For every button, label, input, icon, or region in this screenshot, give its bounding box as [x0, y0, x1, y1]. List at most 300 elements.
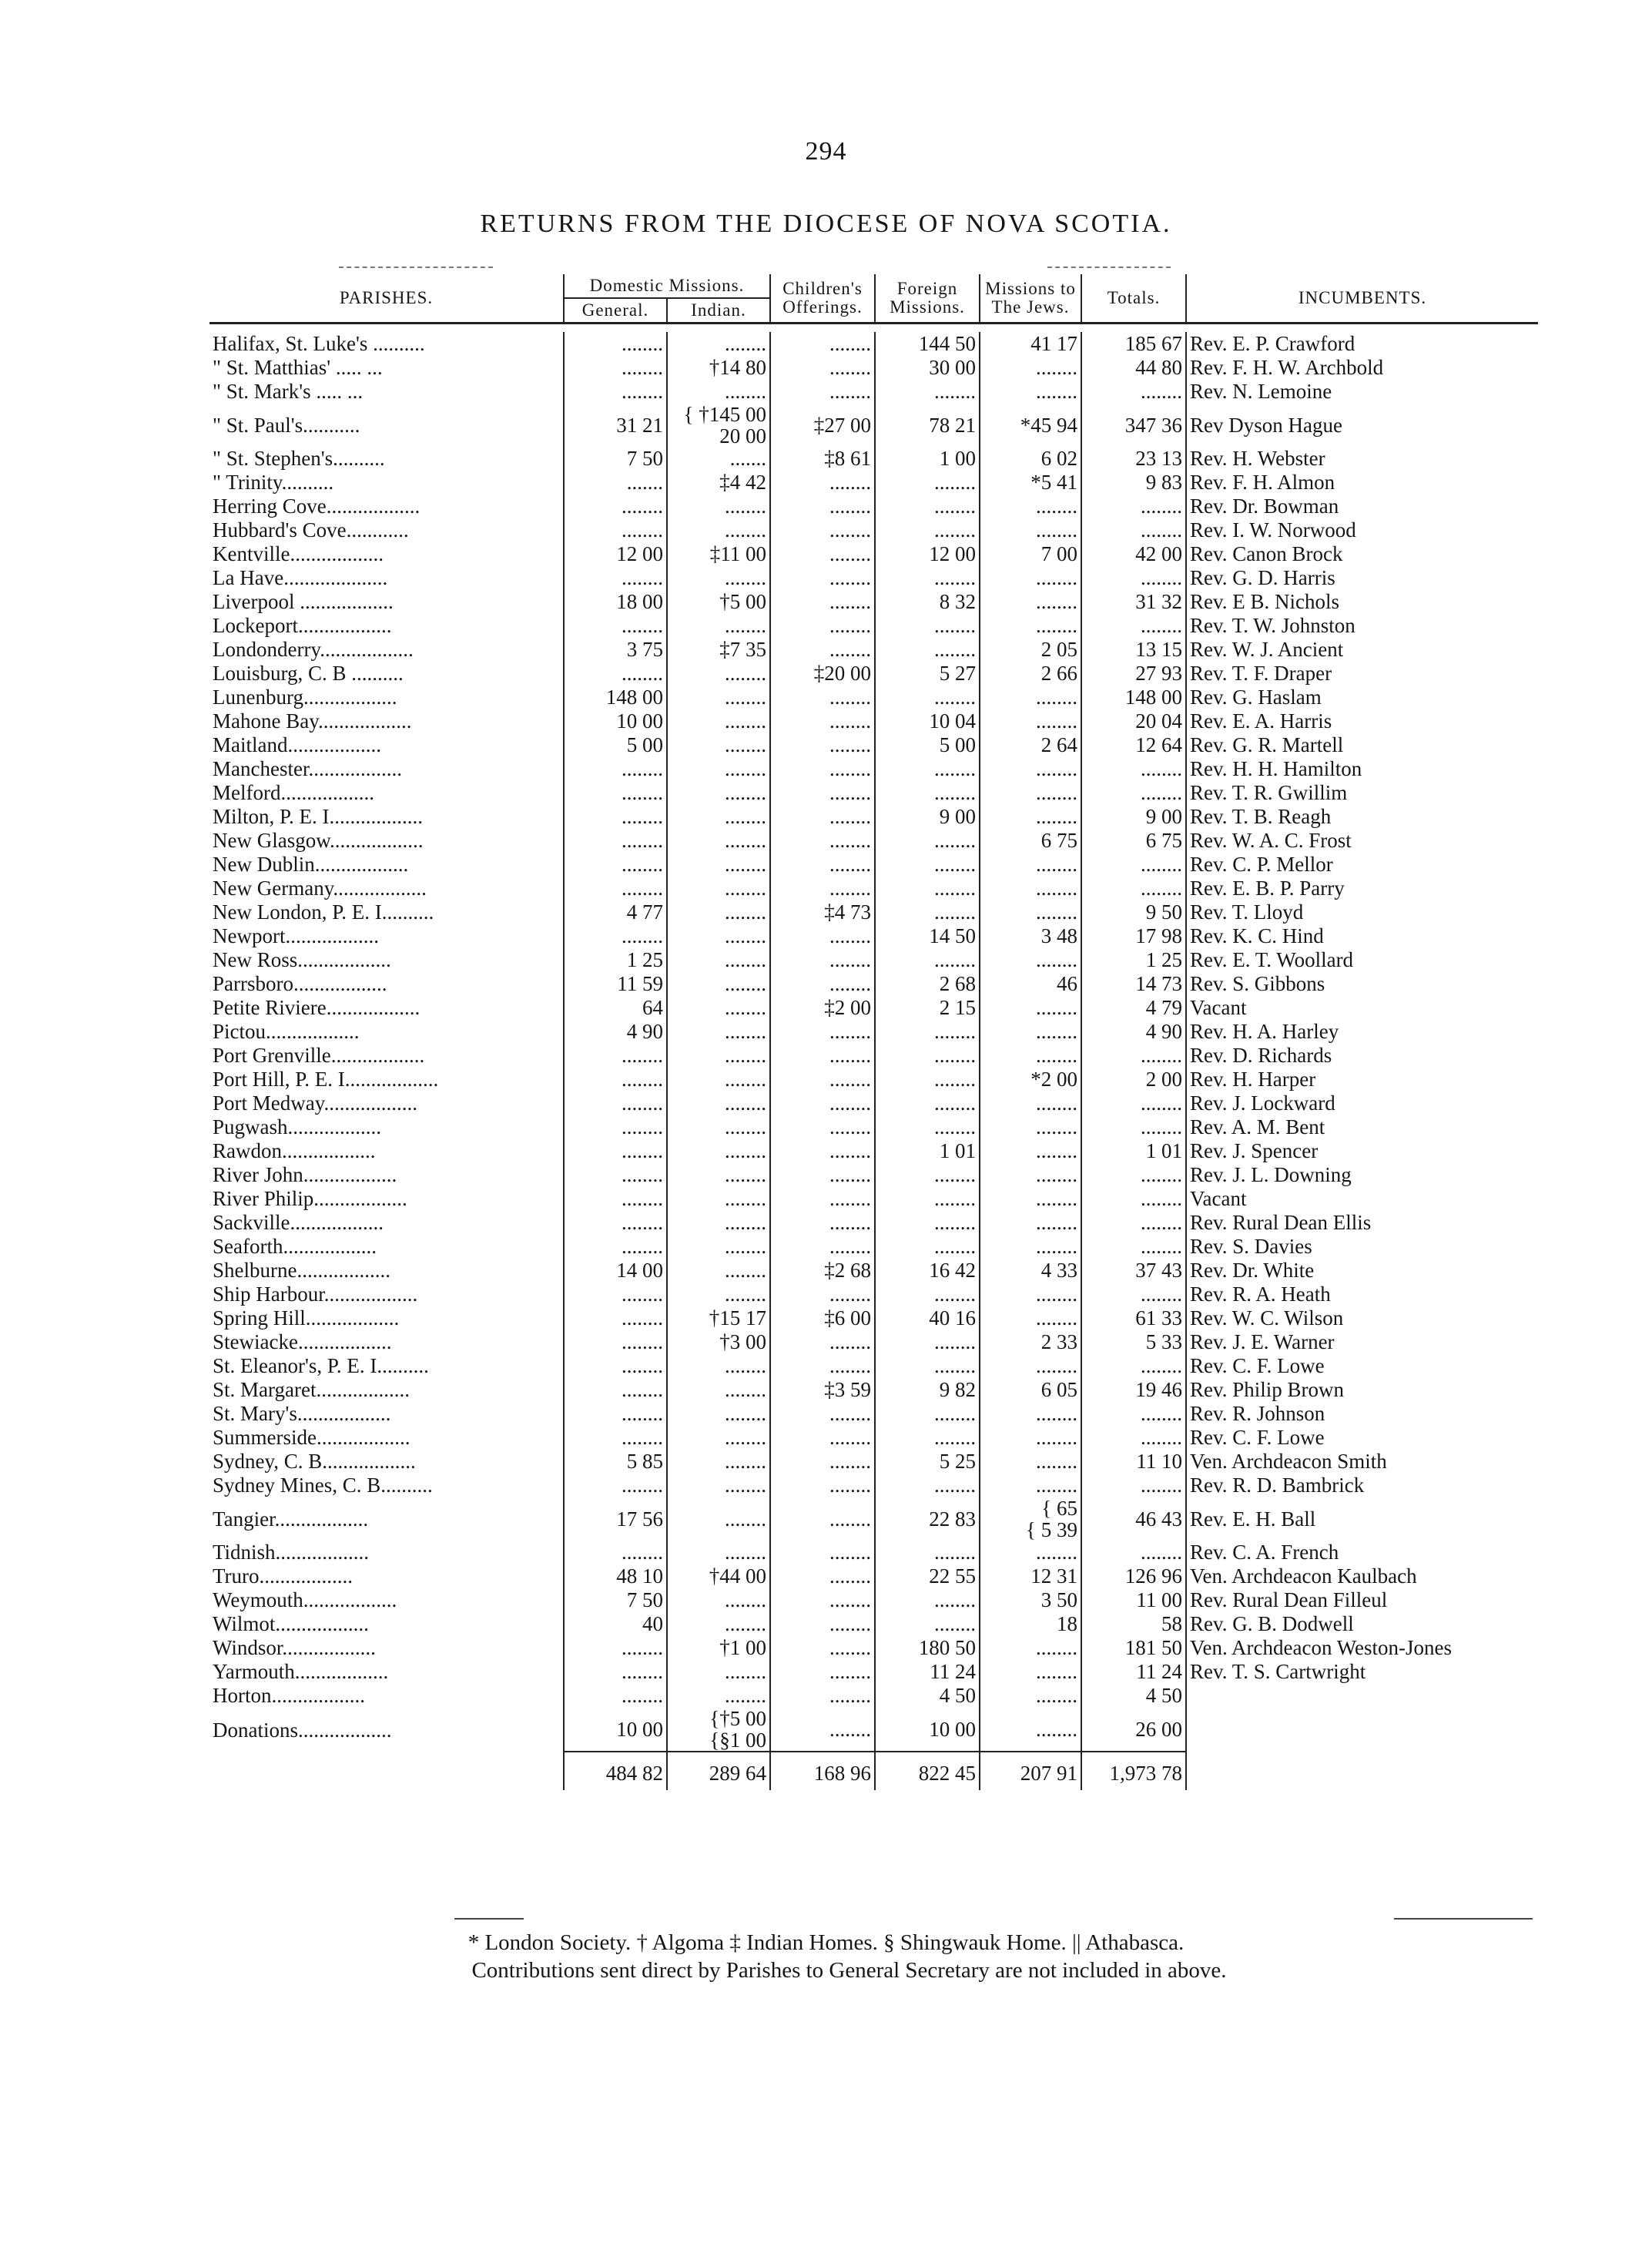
- table-row: [209, 900, 1538, 924]
- cell-indian: ........: [667, 1612, 770, 1636]
- cell-jews: *2 00: [980, 1068, 1081, 1091]
- cell-total: ........: [1081, 1044, 1186, 1068]
- total-foreign: 822 45: [875, 1752, 980, 1790]
- cell-foreign: ........: [875, 1283, 980, 1306]
- cell-foreign: ........: [875, 566, 980, 590]
- cell-total: 1 25: [1081, 948, 1186, 972]
- cell-indian: ........: [667, 1020, 770, 1044]
- cell-total: 26 00: [1081, 1708, 1186, 1752]
- cell-general: ........: [564, 518, 667, 542]
- cell-general: 4 90: [564, 1020, 667, 1044]
- cell-indian: ........: [667, 1588, 770, 1612]
- cell-indian: ........: [667, 1091, 770, 1115]
- cell-foreign: 11 24: [875, 1660, 980, 1684]
- cell-total: ........: [1081, 1235, 1186, 1259]
- top-rule-left: [339, 267, 493, 268]
- parish-name: Seaforth..................: [213, 1235, 377, 1258]
- incumbent-name: Rev. T. R. Gwillim: [1186, 781, 1538, 805]
- header-parishes: PARISHES.: [339, 288, 434, 307]
- cell-general: ........: [564, 614, 667, 638]
- cell-children: ........: [770, 1564, 875, 1588]
- cell-children: ........: [770, 1541, 875, 1564]
- cell-jews: ........: [980, 900, 1081, 924]
- table-row: [209, 1235, 1538, 1259]
- cell-total: ........: [1081, 1474, 1186, 1497]
- cell-foreign: ........: [875, 1115, 980, 1139]
- parish-name: Louisburg, C. B ..........: [213, 662, 404, 685]
- cell-total: 9 00: [1081, 805, 1186, 829]
- parish-name: St. Margaret..................: [213, 1378, 410, 1401]
- cell-indian: ........: [667, 1187, 770, 1211]
- parish-name: Tangier..................: [213, 1507, 369, 1531]
- parish-name: New Dublin..................: [213, 853, 409, 876]
- cell-general: ........: [564, 781, 667, 805]
- cell-jews: ........: [980, 518, 1081, 542]
- cell-indian: .......: [667, 447, 770, 471]
- parish-name: Londonderry..................: [213, 638, 414, 661]
- incumbent-name: Rev. F. H. Almon: [1186, 471, 1538, 495]
- table-row: [209, 709, 1538, 733]
- cell-jews: ........: [980, 1044, 1081, 1068]
- cell-indian: ........: [667, 1474, 770, 1497]
- cell-jews: ........: [980, 1187, 1081, 1211]
- total-grand: 1,973 78: [1081, 1752, 1186, 1790]
- cell-indian: ........: [667, 829, 770, 853]
- parish-name: " St. Stephen's..........: [213, 447, 385, 470]
- cell-general: ........: [564, 1139, 667, 1163]
- incumbent-name: Rev. Philip Brown: [1186, 1378, 1538, 1402]
- total-children: 168 96: [770, 1752, 875, 1790]
- parish-name: New Ross..................: [213, 948, 391, 971]
- cell-jews: ........: [980, 356, 1081, 380]
- cell-general: ........: [564, 877, 667, 900]
- parish-name: " Trinity..........: [213, 471, 334, 494]
- cell-total: ........: [1081, 518, 1186, 542]
- cell-total: 185 67: [1081, 332, 1186, 356]
- incumbent-name: Rev. G. B. Dodwell: [1186, 1612, 1538, 1636]
- cell-indian: ........: [667, 900, 770, 924]
- cell-children: ........: [770, 1588, 875, 1612]
- incumbent-name: Rev. H. Webster: [1186, 447, 1538, 471]
- cell-children: ........: [770, 1402, 875, 1426]
- cell-children: ........: [770, 1330, 875, 1354]
- incumbent-name: Rev. Dr. White: [1186, 1259, 1538, 1283]
- cell-children: ........: [770, 566, 875, 590]
- table-row: [209, 1426, 1538, 1450]
- cell-children: ........: [770, 1283, 875, 1306]
- cell-jews: ........: [980, 1450, 1081, 1474]
- cell-jews: ........: [980, 1708, 1081, 1752]
- cell-jews: ........: [980, 1283, 1081, 1306]
- returns-table: [209, 274, 1538, 1790]
- cell-indian: ........: [667, 1378, 770, 1402]
- header-missions-to-jews: Missions to The Jews.: [980, 274, 1081, 324]
- cell-indian: ........: [667, 518, 770, 542]
- cell-general: ........: [564, 1330, 667, 1354]
- cell-foreign: 9 00: [875, 805, 980, 829]
- parish-name: Port Hill, P. E. I..................: [213, 1068, 439, 1091]
- header-totals: Totals.: [1081, 274, 1186, 324]
- cell-general: ........: [564, 1044, 667, 1068]
- cell-total: ........: [1081, 1091, 1186, 1115]
- cell-foreign: ........: [875, 1474, 980, 1497]
- cell-children: ........: [770, 471, 875, 495]
- cell-foreign: 2 15: [875, 996, 980, 1020]
- table-row: [209, 1068, 1538, 1091]
- cell-total: 17 98: [1081, 924, 1186, 948]
- cell-indian: ........: [667, 877, 770, 900]
- cell-general: 4 77: [564, 900, 667, 924]
- parish-name: Port Medway..................: [213, 1091, 417, 1115]
- parish-name: Lockeport..................: [213, 614, 392, 637]
- cell-general: 1 25: [564, 948, 667, 972]
- parish-name: Sydney, C. B..................: [213, 1450, 416, 1473]
- cell-indian: ........: [667, 1139, 770, 1163]
- cell-foreign: 2 68: [875, 972, 980, 996]
- cell-children: ‡2 68: [770, 1259, 875, 1283]
- cell-total: 11 00: [1081, 1588, 1186, 1612]
- cell-general: ........: [564, 1306, 667, 1330]
- incumbent-name: Rev. C. P. Mellor: [1186, 853, 1538, 877]
- incumbent-name: Rev. W. C. Wilson: [1186, 1306, 1538, 1330]
- incumbent-name: Rev. W. J. Ancient: [1186, 638, 1538, 662]
- incumbent-name: Rev. H. A. Harley: [1186, 1020, 1538, 1044]
- parish-name: Windsor..................: [213, 1636, 376, 1659]
- cell-general: 31 21: [564, 404, 667, 447]
- incumbent-name: Rev. N. Lemoine: [1186, 380, 1538, 404]
- cell-jews: ........: [980, 1139, 1081, 1163]
- cell-foreign: 4 50: [875, 1684, 980, 1708]
- cell-foreign: ........: [875, 1163, 980, 1187]
- incumbent-name: Rev. T. Lloyd: [1186, 900, 1538, 924]
- returns-table-body: [209, 332, 1538, 1752]
- cell-foreign: 16 42: [875, 1259, 980, 1283]
- cell-foreign: 5 25: [875, 1450, 980, 1474]
- incumbent-name: Rev. R. Johnson: [1186, 1402, 1538, 1426]
- cell-foreign: 1 00: [875, 447, 980, 471]
- incumbent-name: Rev. C. F. Lowe: [1186, 1354, 1538, 1378]
- cell-indian: ........: [667, 662, 770, 686]
- cell-total: 11 10: [1081, 1450, 1186, 1474]
- cell-indian: ........: [667, 972, 770, 996]
- cell-jews: 4 33: [980, 1259, 1081, 1283]
- cell-general: 5 85: [564, 1450, 667, 1474]
- incumbent-name: Rev. A. M. Bent: [1186, 1115, 1538, 1139]
- cell-total: 58: [1081, 1612, 1186, 1636]
- cell-foreign: ........: [875, 1541, 980, 1564]
- incumbent-name: Rev. G. Haslam: [1186, 686, 1538, 709]
- cell-jews: 6 05: [980, 1378, 1081, 1402]
- header-childrens-offerings: Children's Offerings.: [770, 274, 875, 324]
- cell-jews: ........: [980, 1541, 1081, 1564]
- cell-children: ........: [770, 1636, 875, 1660]
- cell-jews: ........: [980, 1402, 1081, 1426]
- parish-name: Parrsboro..................: [213, 972, 387, 995]
- cell-general: 3 75: [564, 638, 667, 662]
- cell-indian: †1 00: [667, 1636, 770, 1660]
- cell-indian: ........: [667, 805, 770, 829]
- cell-children: ........: [770, 733, 875, 757]
- cell-total: 42 00: [1081, 542, 1186, 566]
- incumbent-name: Rev. T. W. Johnston: [1186, 614, 1538, 638]
- parish-name: Truro..................: [213, 1564, 354, 1588]
- cell-foreign: ........: [875, 1426, 980, 1450]
- cell-children: ........: [770, 614, 875, 638]
- cell-total: 27 93: [1081, 662, 1186, 686]
- cell-total: 9 50: [1081, 900, 1186, 924]
- table-row: [209, 805, 1538, 829]
- cell-foreign: ........: [875, 829, 980, 853]
- cell-general: ........: [564, 662, 667, 686]
- table-row: [209, 1330, 1538, 1354]
- cell-total: ........: [1081, 1402, 1186, 1426]
- table-row: [209, 614, 1538, 638]
- cell-jews: ........: [980, 1020, 1081, 1044]
- table-row: [209, 877, 1538, 900]
- cell-jews: 2 05: [980, 638, 1081, 662]
- cell-jews: 6 02: [980, 447, 1081, 471]
- table-row: [209, 356, 1538, 380]
- table-row: [209, 924, 1538, 948]
- cell-foreign: 12 00: [875, 542, 980, 566]
- parish-name: Petite Riviere..................: [213, 996, 421, 1019]
- cell-total: 347 36: [1081, 404, 1186, 447]
- table-header-row: [209, 274, 1538, 298]
- header-indian: Indian.: [667, 298, 770, 324]
- incumbent-name: Rev. J. Spencer: [1186, 1139, 1538, 1163]
- parish-name: Pictou..................: [213, 1020, 360, 1043]
- table-row: [209, 638, 1538, 662]
- cell-children: ........: [770, 924, 875, 948]
- cell-children: ........: [770, 1187, 875, 1211]
- table-row: [209, 1497, 1538, 1541]
- incumbent-name: Rev. Rural Dean Ellis: [1186, 1211, 1538, 1235]
- cell-indian: ........: [667, 1259, 770, 1283]
- cell-foreign: 22 55: [875, 1564, 980, 1588]
- incumbent-name: Ven. Archdeacon Weston-Jones: [1186, 1636, 1538, 1660]
- cell-general: 64: [564, 996, 667, 1020]
- cell-children: ........: [770, 1426, 875, 1450]
- cell-indian: ........: [667, 709, 770, 733]
- parish-name: " St. Mark's ..... ...: [213, 380, 364, 403]
- cell-total: 19 46: [1081, 1378, 1186, 1402]
- parish-name: Sackville..................: [213, 1211, 384, 1234]
- table-row: [209, 1283, 1538, 1306]
- cell-general: 7 50: [564, 447, 667, 471]
- table-row: [209, 332, 1538, 356]
- parish-name: Herring Cove..................: [213, 495, 421, 518]
- incumbent-name: Rev. G. D. Harris: [1186, 566, 1538, 590]
- table-row: [209, 1115, 1538, 1139]
- cell-indian: ........: [667, 757, 770, 781]
- cell-general: ........: [564, 1235, 667, 1259]
- cell-foreign: ........: [875, 757, 980, 781]
- cell-children: ........: [770, 356, 875, 380]
- incumbent-name: Rev. I. W. Norwood: [1186, 518, 1538, 542]
- table-row: [209, 1163, 1538, 1187]
- incumbent-name: Rev. R. D. Bambrick: [1186, 1474, 1538, 1497]
- cell-foreign: ........: [875, 900, 980, 924]
- cell-children: ........: [770, 829, 875, 853]
- incumbent-name: Rev Dyson Hague: [1186, 404, 1538, 447]
- cell-jews: ........: [980, 948, 1081, 972]
- cell-total: 9 83: [1081, 471, 1186, 495]
- cell-indian: ........: [667, 781, 770, 805]
- incumbent-name: Rev. T. B. Reagh: [1186, 805, 1538, 829]
- cell-indian: ........: [667, 1283, 770, 1306]
- cell-total: 148 00: [1081, 686, 1186, 709]
- incumbent-name: Vacant: [1186, 1187, 1538, 1211]
- total-jews: 207 91: [980, 1752, 1081, 1790]
- cell-total: 181 50: [1081, 1636, 1186, 1660]
- cell-general: ........: [564, 380, 667, 404]
- cell-general: 12 00: [564, 542, 667, 566]
- incumbent-name: Rev. Rural Dean Filleul: [1186, 1588, 1538, 1612]
- cell-total: ........: [1081, 1115, 1186, 1139]
- cell-foreign: ........: [875, 853, 980, 877]
- incumbent-name: Rev. K. C. Hind: [1186, 924, 1538, 948]
- cell-general: ........: [564, 356, 667, 380]
- incumbent-name: Rev. E. P. Crawford: [1186, 332, 1538, 356]
- table-row: [209, 380, 1538, 404]
- cell-indian: ........: [667, 948, 770, 972]
- cell-children: ........: [770, 877, 875, 900]
- cell-indian: ........: [667, 1211, 770, 1235]
- cell-jews: 2 66: [980, 662, 1081, 686]
- incumbent-name: Rev. E. H. Ball: [1186, 1497, 1538, 1541]
- parish-name: Liverpool ..................: [213, 590, 394, 613]
- table-row: [209, 733, 1538, 757]
- cell-jews: ........: [980, 1235, 1081, 1259]
- table-row: [209, 1450, 1538, 1474]
- cell-jews: ........: [980, 757, 1081, 781]
- cell-total: ........: [1081, 495, 1186, 518]
- cell-jews: 18: [980, 1612, 1081, 1636]
- cell-children: ........: [770, 495, 875, 518]
- cell-total: ........: [1081, 781, 1186, 805]
- cell-jews: 3 48: [980, 924, 1081, 948]
- cell-children: ........: [770, 1115, 875, 1139]
- cell-indian: ........: [667, 380, 770, 404]
- cell-general: 17 56: [564, 1497, 667, 1541]
- cell-foreign: ........: [875, 518, 980, 542]
- cell-jews: ........: [980, 709, 1081, 733]
- incumbent-name: Rev. D. Richards: [1186, 1044, 1538, 1068]
- cell-indian: ........: [667, 1660, 770, 1684]
- cell-total: ........: [1081, 877, 1186, 900]
- parish-name: Summerside..................: [213, 1426, 410, 1449]
- cell-general: ........: [564, 924, 667, 948]
- cell-foreign: ........: [875, 1612, 980, 1636]
- cell-jews: 41 17: [980, 332, 1081, 356]
- cell-jews: ........: [980, 1306, 1081, 1330]
- cell-total: 4 50: [1081, 1684, 1186, 1708]
- cell-total: 11 24: [1081, 1660, 1186, 1684]
- parish-name: Ship Harbour..................: [213, 1283, 418, 1306]
- cell-foreign: 78 21: [875, 404, 980, 447]
- cell-children: ‡6 00: [770, 1306, 875, 1330]
- parish-name: River John..................: [213, 1163, 397, 1186]
- totals-label: [209, 1752, 564, 1790]
- footnote-legend: * London Society. † Algoma ‡ Indian Homes. § Shingwauk Home. || Athabasca.: [467, 1930, 1185, 1955]
- parish-name: St. Eleanor's, P. E. I..........: [213, 1354, 429, 1377]
- cell-foreign: ........: [875, 877, 980, 900]
- cell-general: ........: [564, 566, 667, 590]
- table-row: [209, 1306, 1538, 1330]
- parish-name: Milton, P. E. I..................: [213, 805, 424, 828]
- cell-foreign: ........: [875, 1235, 980, 1259]
- parish-name: Mahone Bay..................: [213, 709, 412, 733]
- cell-total: 126 96: [1081, 1564, 1186, 1588]
- cell-general: ........: [564, 1211, 667, 1235]
- table-row: [209, 781, 1538, 805]
- cell-total: 12 64: [1081, 733, 1186, 757]
- table-row: [209, 1588, 1538, 1612]
- cell-indian: ........: [667, 686, 770, 709]
- cell-jews: { 65 { 5 39: [980, 1497, 1081, 1541]
- incumbent-name: Ven. Archdeacon Smith: [1186, 1450, 1538, 1474]
- cell-total: 4 79: [1081, 996, 1186, 1020]
- table-row: [209, 1187, 1538, 1211]
- header-general: General.: [564, 298, 667, 324]
- table-row: [209, 1684, 1538, 1708]
- cell-foreign: ........: [875, 614, 980, 638]
- cell-total: 5 33: [1081, 1330, 1186, 1354]
- incumbent-name: Rev. J. E. Warner: [1186, 1330, 1538, 1354]
- cell-indian: ........: [667, 1541, 770, 1564]
- incumbent-name: Rev. E. B. P. Parry: [1186, 877, 1538, 900]
- cell-jews: ........: [980, 1115, 1081, 1139]
- cell-total: 2 00: [1081, 1068, 1186, 1091]
- cell-children: ........: [770, 1044, 875, 1068]
- cell-indian: ........: [667, 566, 770, 590]
- table-row: [209, 1259, 1538, 1283]
- parish-name: " St. Paul's...........: [213, 414, 360, 437]
- cell-children: ........: [770, 590, 875, 614]
- parish-name: Port Grenville..................: [213, 1044, 425, 1067]
- parish-name: Stewiacke..................: [213, 1330, 392, 1353]
- incumbent-name: Rev. E. A. Harris: [1186, 709, 1538, 733]
- table-row: [209, 1564, 1538, 1588]
- cell-foreign: ........: [875, 1044, 980, 1068]
- cell-indian: ‡4 42: [667, 471, 770, 495]
- footnote: [0, 1929, 1652, 1984]
- cell-general: 10 00: [564, 709, 667, 733]
- table-row: [209, 1044, 1538, 1068]
- table-row: [209, 1211, 1538, 1235]
- cell-general: ........: [564, 1636, 667, 1660]
- cell-children: ........: [770, 1450, 875, 1474]
- cell-general: ........: [564, 1354, 667, 1378]
- cell-total: ........: [1081, 566, 1186, 590]
- cell-children: ........: [770, 1091, 875, 1115]
- cell-foreign: 5 00: [875, 733, 980, 757]
- cell-jews: ........: [980, 853, 1081, 877]
- cell-children: ........: [770, 1068, 875, 1091]
- incumbent-name: Rev. S. Gibbons: [1186, 972, 1538, 996]
- cell-general: ........: [564, 332, 667, 356]
- cell-indian: ........: [667, 853, 770, 877]
- parish-name: Hubbard's Cove............: [213, 518, 409, 542]
- cell-jews: ........: [980, 1426, 1081, 1450]
- cell-indian: ........: [667, 495, 770, 518]
- cell-foreign: ........: [875, 1068, 980, 1091]
- parish-name: Shelburne..................: [213, 1259, 390, 1282]
- cell-foreign: 5 27: [875, 662, 980, 686]
- cell-jews: ........: [980, 614, 1081, 638]
- cell-foreign: ........: [875, 948, 980, 972]
- top-rule-right: [1047, 267, 1171, 268]
